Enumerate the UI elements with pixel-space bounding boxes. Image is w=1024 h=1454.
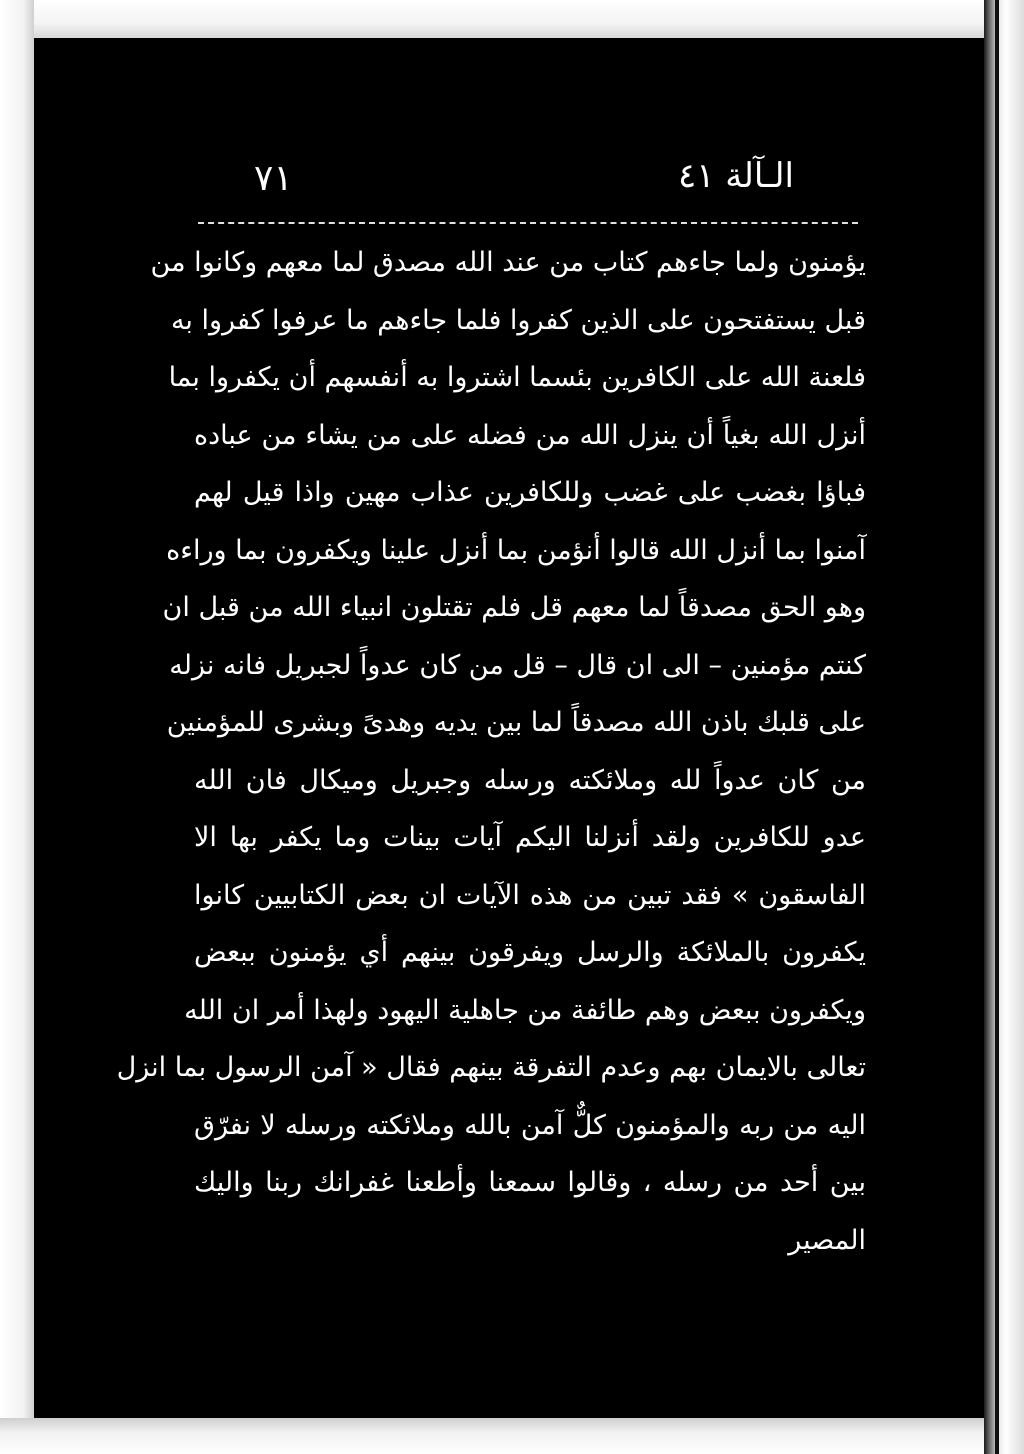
text-line: آمنوا بما أنزل الله قالوا أنؤمن بما أنزل علينا ويكفرون بما وراءه: [166, 534, 866, 566]
header-rule: [198, 222, 858, 224]
text-line: فلعنة الله على الكافرين بئسما اشتروا به أنفسهم أن يكفروا بما: [168, 362, 866, 393]
scan-border-top: [0, 0, 1024, 38]
text-line: بين أحد من رسله ، وقالوا سمعنا وأطعنا غفرانك ربنا واليك: [194, 1167, 866, 1198]
book-page: [34, 38, 984, 1418]
text-line: قبل يستفتحون على الذين كفروا فلما جاءهم ما عرفوا كفروا به: [170, 304, 866, 336]
text-line: ويكفرون ببعض وهم طائفة من جاهلية اليهود ولهذا أمر ان الله: [184, 994, 866, 1026]
text-line: على قلبك باذن الله مصدقاً لما بين يديه وهدىً وبشرى للمؤمنين: [166, 707, 866, 738]
chapter-title: الـآلة ٤١: [677, 156, 794, 196]
text-line: تعالى بالايمان بهم وعدم التفرقة بينهم فقال « آمن الرسول بما انزل: [116, 1052, 866, 1083]
scan-border-left: [0, 0, 34, 1454]
text-line-last: المصير: [788, 1224, 866, 1256]
scan-border-right: [984, 0, 1024, 1454]
text-line: يكفرون بالملائكة والرسل ويفرقون بينهم أي يؤمنون ببعض: [194, 937, 866, 968]
text-line: عدو للكافرين ولقد أنزلنا اليكم آيات بينات وما يكفر بها الا: [194, 822, 866, 853]
text-line: فباؤا بغضب على غضب وللكافرين عذاب مهين واذا قيل لهم: [194, 477, 866, 508]
text-line: أنزل الله بغياً أن ينزل الله من فضله على من يشاء من عباده: [194, 419, 866, 451]
binding-edge: [995, 0, 999, 1454]
text-line: كنتم مؤمنين – الى ان قال – قل من كان عدواً لجبريل فانه نزله: [169, 649, 866, 681]
text-line: الفاسقون » فقد تبين من هذه الآيات ان بعض الكتابيين كانوا: [194, 879, 866, 911]
text-line: وهو الحق مصدقاً لما معهم قل فلم تقتلون انبياء الله من قبل ان: [162, 592, 866, 623]
scan-border-bottom: [0, 1418, 1024, 1454]
text-line: يؤمنون ولما جاءهم كتاب من عند الله مصدق لما معهم وكانوا من: [150, 247, 866, 278]
page-number: ٧١: [254, 158, 293, 199]
body-text: [116, 234, 866, 1269]
running-header: [184, 152, 834, 212]
text-line: من كان عدواً لله وملائكته ورسله وجبريل وميكال فان الله: [194, 764, 866, 796]
text-line: اليه من ربه والمؤمنون كلٌّ آمن بالله وملائكته ورسله لا نفرّق: [194, 1109, 866, 1141]
